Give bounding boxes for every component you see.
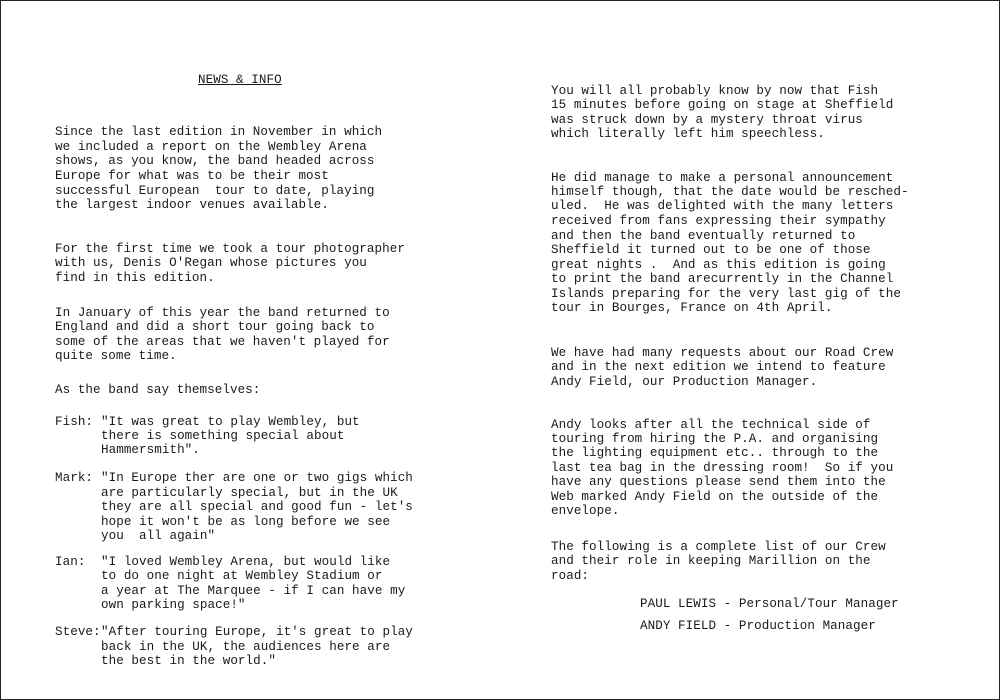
text-line: successful European tour to date, playing [55, 184, 375, 198]
text-line: find in this edition. [55, 271, 215, 285]
quote-line [55, 471, 413, 486]
text-line: some of the areas that we haven't played for [55, 335, 390, 349]
quote-speaker: Fish: [55, 415, 94, 429]
text-line: which literally left him speechless. [551, 127, 825, 141]
text-line: Andy Field, our Production Manager. [551, 375, 818, 389]
text-line: You will all probably know by now that Fish [551, 84, 879, 98]
quote-text: are particularly special, but in the UK [101, 486, 398, 500]
text-line: 15 minutes before going on stage at Sheffield [551, 98, 894, 112]
text-line: the largest indoor venues available. [55, 198, 329, 212]
quote-text: the best in the world." [101, 654, 276, 668]
text-line: envelope. [551, 504, 620, 518]
quote-text: to do one night at Wembley Stadium or [101, 569, 383, 583]
text-line: himself though, that the date would be resched- [551, 185, 909, 199]
text-line: road: [551, 569, 590, 583]
text-line: with us, Denis O'Regan whose pictures you [55, 256, 367, 270]
quote-text: "After touring Europe, it's great to play [101, 625, 413, 639]
quote-text: Hammersmith". [101, 443, 200, 457]
text-line: great nights . And as this edition is going [551, 258, 886, 272]
text-line: have any questions please send them into the [551, 475, 886, 489]
quote-text: hope it won't be as long before we see [101, 515, 391, 529]
quote-line [55, 625, 413, 640]
text-line: Islands preparing for the very last gig of the [551, 287, 901, 301]
quote-speaker: Ian: [55, 555, 86, 569]
quote-text: "In Europe ther are one or two gigs which [101, 471, 413, 485]
quote-text: a year at The Marquee - if I can have my [101, 584, 406, 598]
section-title: NEWS & INFO [198, 73, 282, 87]
crew-entry: PAUL LEWIS - Personal/Tour Manager [640, 597, 899, 611]
text-line: quite some time. [55, 349, 177, 363]
text-line: and their role in keeping Marillion on the [551, 554, 871, 568]
text-line: last tea bag in the dressing room! So if you [551, 461, 894, 475]
text-line: received from fans expressing their sympathy [551, 214, 886, 228]
text-line: and then the band eventually returned to [551, 229, 856, 243]
text-line: In January of this year the band returned to [55, 306, 390, 320]
text-line: touring from hiring the P.A. and organising [551, 432, 879, 446]
quote-text: back in the UK, the audiences here are [101, 640, 391, 654]
quote-speaker: Steve: [55, 625, 101, 639]
text-line: Europe for what was to be their most [55, 169, 329, 183]
left-column [55, 1, 413, 668]
text-line: England and did a short tour going back to [55, 320, 375, 334]
text-line: tour in Bourges, France on 4th April. [551, 301, 833, 315]
text-line: Sheffield it turned out to be one of those [551, 243, 871, 257]
quote-text: they are all special and good fun - let's [101, 500, 413, 514]
crew-entry: ANDY FIELD - Production Manager [640, 619, 876, 633]
quote-text: you all again" [101, 529, 216, 543]
text-line: the lighting equipment etc.. through to the [551, 446, 879, 460]
text-line: was struck down by a mystery throat virus [551, 113, 863, 127]
text-line: uled. He was delighted with the many letters [551, 199, 894, 213]
text-line: to print the band arecurrently in the Channel [551, 272, 894, 286]
quote-text: "I loved Wembley Arena, but would like [101, 555, 391, 569]
text-line: Since the last edition in November in which [55, 125, 383, 139]
right-column [551, 1, 909, 633]
quote-speaker: Mark: [55, 471, 94, 485]
text-line: Andy looks after all the technical side of [551, 418, 871, 432]
text-line: For the first time we took a tour photographer [55, 242, 405, 256]
text-line: shows, as you know, the band headed across [55, 154, 375, 168]
text-line: The following is a complete list of our Crew [551, 540, 886, 554]
quote-line [55, 555, 390, 570]
text-line: We have had many requests about our Road Crew [551, 346, 894, 360]
text-line: and in the next edition we intend to feature [551, 360, 886, 374]
quote-text: own parking space!" [101, 598, 246, 612]
text-line: He did manage to make a personal announcement [551, 171, 894, 185]
text-line: we included a report on the Wembley Arena [55, 140, 367, 154]
quote-text: "It was great to play Wembley, but [101, 415, 360, 429]
text-line: Web marked Andy Field on the outside of the [551, 490, 879, 504]
quote-text: there is something special about [101, 429, 345, 443]
text-line: As the band say themselves: [55, 383, 261, 397]
quote-line [55, 415, 360, 430]
